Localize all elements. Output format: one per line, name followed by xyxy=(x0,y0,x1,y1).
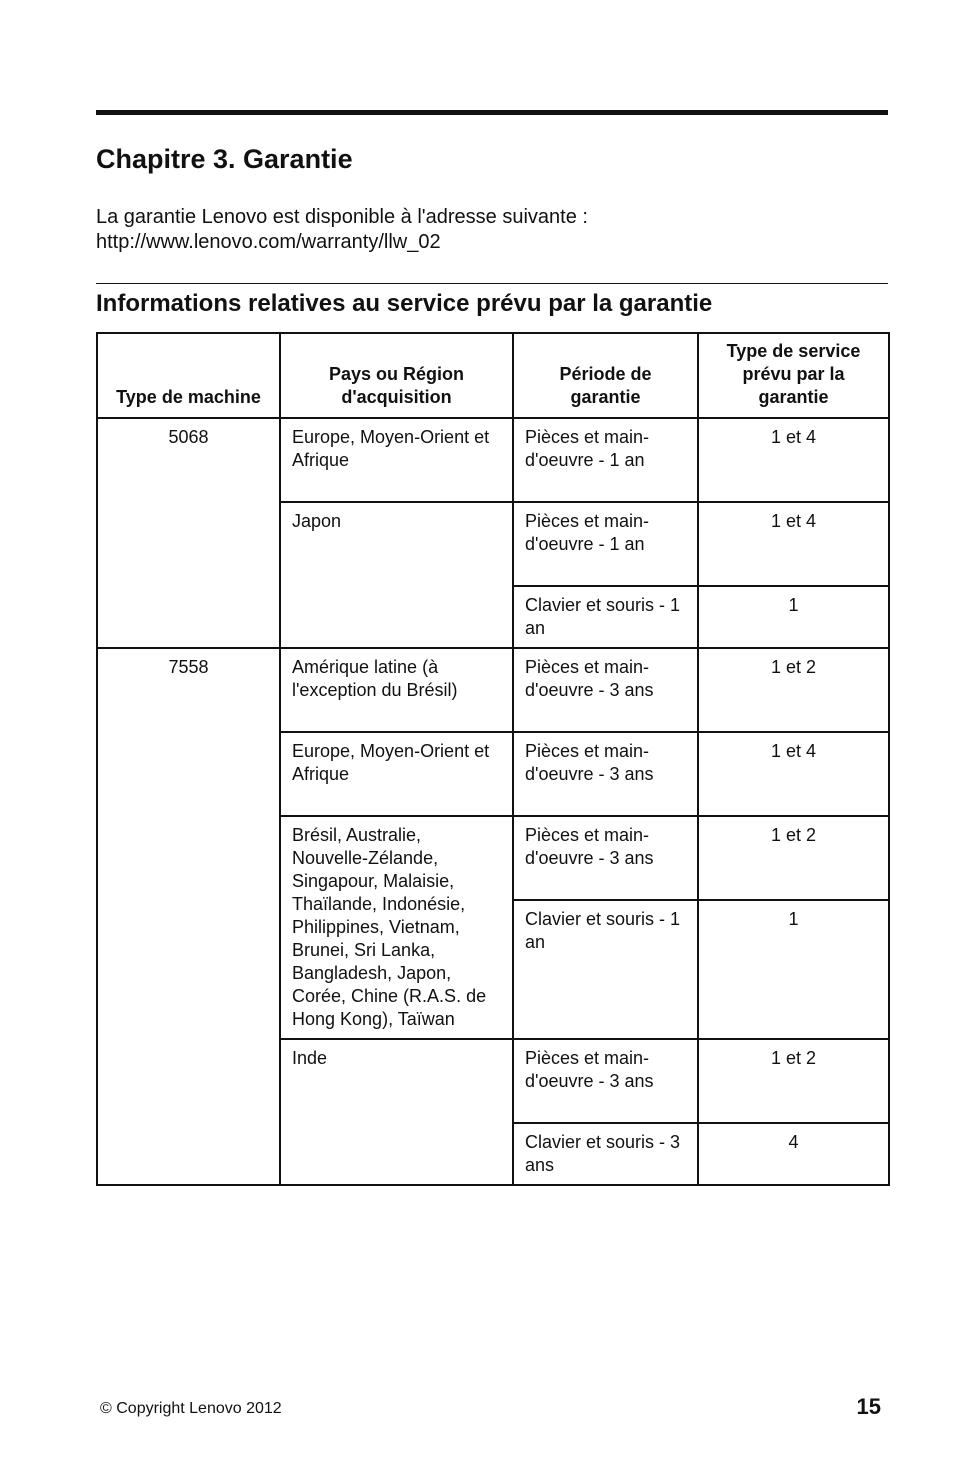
machine-type-cell: 5068 xyxy=(97,418,280,648)
section-title: Informations relatives au service prévu par la garantie xyxy=(96,290,713,317)
period-cell: Pièces et main-d'oeuvre - 3 ans xyxy=(513,816,698,900)
service-cell: 1 et 2 xyxy=(698,1039,889,1123)
period-cell: Pièces et main-d'oeuvre - 1 an xyxy=(513,418,698,502)
period-cell: Clavier et souris - 1 an xyxy=(513,586,698,648)
chapter-title: Chapitre 3. Garantie xyxy=(96,144,353,174)
region-cell: Brésil, Australie, Nouvelle-Zélande, Singapour, Malaisie, Thaïlande, Indonésie, Philippines, Vietnam, Brunei, Sri Lanka, Bangladesh, Japon, Corée, Chine (R.A.S. de Hong Kong), Taïwan xyxy=(280,816,513,1039)
table-row xyxy=(97,418,889,502)
service-cell: 1 et 4 xyxy=(698,732,889,816)
intro-paragraph xyxy=(96,205,888,255)
service-cell: 1 et 4 xyxy=(698,502,889,586)
header-region: Pays ou Région d'acquisition xyxy=(280,333,513,418)
region-cell: Amérique latine (à l'exception du Brésil) xyxy=(280,648,513,732)
copyright-notice: © Copyright Lenovo 2012 xyxy=(100,1400,282,1417)
service-cell: 1 xyxy=(698,586,889,648)
chapter-top-rule xyxy=(96,110,888,115)
period-cell: Pièces et main-d'oeuvre - 1 an xyxy=(513,502,698,586)
service-cell: 4 xyxy=(698,1123,889,1185)
header-machine-type: Type de machine xyxy=(97,333,280,418)
period-cell: Pièces et main-d'oeuvre - 3 ans xyxy=(513,648,698,732)
region-cell: Inde xyxy=(280,1039,513,1185)
header-period: Période de garantie xyxy=(513,333,698,418)
period-cell: Pièces et main-d'oeuvre - 3 ans xyxy=(513,1039,698,1123)
table-row xyxy=(97,648,889,732)
warranty-table xyxy=(96,332,890,1186)
period-cell: Clavier et souris - 1 an xyxy=(513,900,698,1039)
table-header-row xyxy=(97,333,889,418)
service-cell: 1 et 4 xyxy=(698,418,889,502)
region-cell: Europe, Moyen-Orient et Afrique xyxy=(280,418,513,502)
period-cell: Clavier et souris - 3 ans xyxy=(513,1123,698,1185)
period-cell: Pièces et main-d'oeuvre - 3 ans xyxy=(513,732,698,816)
machine-type-cell: 7558 xyxy=(97,648,280,1185)
service-cell: 1 xyxy=(698,900,889,1039)
service-cell: 1 et 2 xyxy=(698,816,889,900)
service-cell: 1 et 2 xyxy=(698,648,889,732)
section-rule xyxy=(96,283,888,284)
warranty-url: http://www.lenovo.com/warranty/llw_02 xyxy=(96,231,441,253)
header-service-type: Type de service prévu par la garantie xyxy=(698,333,889,418)
region-cell: Europe, Moyen-Orient et Afrique xyxy=(280,732,513,816)
region-cell: Japon xyxy=(280,502,513,648)
intro-text: La garantie Lenovo est disponible à l'adresse suivante : xyxy=(96,206,588,228)
page-number: 15 xyxy=(856,1394,881,1419)
